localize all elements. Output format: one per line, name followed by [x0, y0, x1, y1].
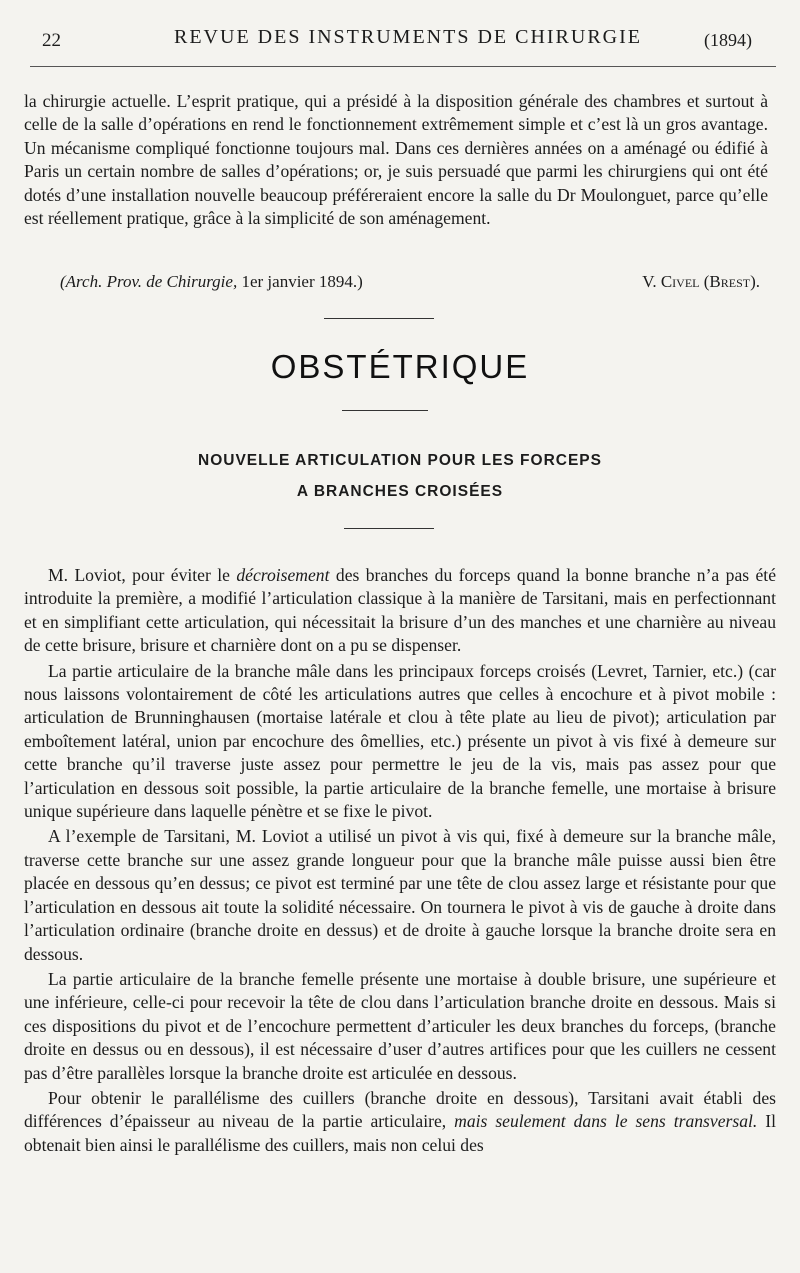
article-title-line2: A BRANCHES CROISÉES: [296, 483, 504, 500]
paragraph: A l’exemple de Tarsitani, M. Loviot a utilisé un pivot à vis qui, fixé à demeure sur la branche mâle, traverse cette branche sur une assez grande longueur pour que la branche mâle puisse aussi bien être placée en dessous qu’en dessus; ce pivot est terminé par une tête de clou assez large et résistante pour que l’articulation en dessous ait toute la solidité nécessaire. On tournera le pivot à vis de gauche à droite dans l’articulation ordinaire (branche droite en dessus) et de droite à gauche lorsque la branche droite sera en dessous.: [24, 826, 776, 964]
paragraph-text: Il obtenait bien ainsi le parallélisme des cuillers, mais non celui des: [24, 1111, 776, 1155]
citation: [60, 272, 760, 292]
section-title: OBSTÉTRIQUE: [270, 348, 530, 385]
paragraph: [24, 1087, 776, 1157]
separator-rule: [342, 410, 428, 411]
citation-date: 1er janvier 1894.): [241, 272, 363, 291]
paragraph-text: M. Loviot, pour éviter le: [48, 565, 237, 585]
page-number: 22: [42, 30, 61, 51]
running-header: [24, 0, 776, 58]
header-year: (1894): [704, 30, 752, 50]
emphasis-text: décroisement: [236, 565, 330, 585]
paragraph-text: Pour obtenir le parallélisme des cuillers (branche droite en dessous), Tarsitani avait établi des différences d’épaisseur au niveau de la partie articulaire,: [24, 1087, 776, 1132]
journal-title: REVUE DES INSTRUMENTS DE CHIRURGIE: [174, 26, 642, 48]
intro-paragraph: la chirurgie actuelle. L’esprit pratique, qui a présidé à la disposition générale des chambres et surtout à celle de la salle d’opérations en rend le fonctionnement extrêmement simple et c’est là un gros avantage. Un mécanisme compliqué fonctionne toujours mal. Dans ces dernières années on a aménagé ou édifié à Paris un certain nombre de salles d’opérations; or, je suis persuadé que parmi les chirurgiens qui ont été dotés d’une installation nouvelle beaucoup préféreraient encore la salle du Dr Moulonguet, parce qu’elle est réellement pratique, grâce à la simplicité de son aménagement.: [24, 91, 768, 229]
header-rule: [30, 66, 776, 67]
article-title-line1: NOUVELLE ARTICULATION POUR LES FORCEPS: [198, 452, 602, 469]
separator-rule: [344, 528, 434, 529]
paragraph: La partie articulaire de la branche femelle présente une mortaise à double brisure, une supérieure et une inférieure, celle-ci pour recevoir la tête de clou dans l’articulation branche droite en dessous. Mais si ces dispositions du pivot et de l’encochure permettent d’articuler les deux branches du forceps, (branche droite en dessus ou en dessous), il est nécessaire d’user d’autres artifices pour que les cuillers ne cessent pas d’être parallèles lorsque la branche droite est articulée en dessous.: [24, 968, 776, 1083]
article-body: [24, 564, 776, 1159]
document-page: [24, 0, 776, 1155]
separator-rule: [324, 318, 434, 319]
emphasis-text: mais seulement dans le sens transversal.: [454, 1111, 758, 1132]
paragraph-text: des branches du forceps quand la bonne branche n’a pas été introduite la première, a modifié l’articulation classique à la manière de Tarsitani, mais en perfectionnant et en simplifiant cette articulation, qui nécessitait la brisure d’un des manches et une charnière au niveau de cette brisure, brisure et charnière dont on a pu se dispenser.: [24, 565, 776, 656]
citation-author: V. Civel (Brest).: [642, 272, 760, 291]
citation-source: (Arch. Prov. de Chirurgie,: [60, 272, 238, 291]
paragraph: [24, 564, 776, 658]
paragraph: La partie articulaire de la branche mâle dans les principaux forceps croisés (Levret, Tarnier, etc.) (car nous laissons volontairement de côté les articulations autres que celles à encochure et à pivot mobile : articulation de Brunninghausen (mortaise latérale et clou à tête plate au lieu de pivot); articulation par emboîtement latéral, union par encochure des ômellies, etc.) présente un pivot à vis fixé à demeure sur cette branche qu’il traverse juste assez pour permettre le jeu de la vis, mais pas assez pour que l’articulation en dessous soit possible, la partie articulaire de la branche femelle, une mortaise à brisure unique supérieure dans laquelle pénètre et se fixe le pivot.: [24, 660, 776, 822]
